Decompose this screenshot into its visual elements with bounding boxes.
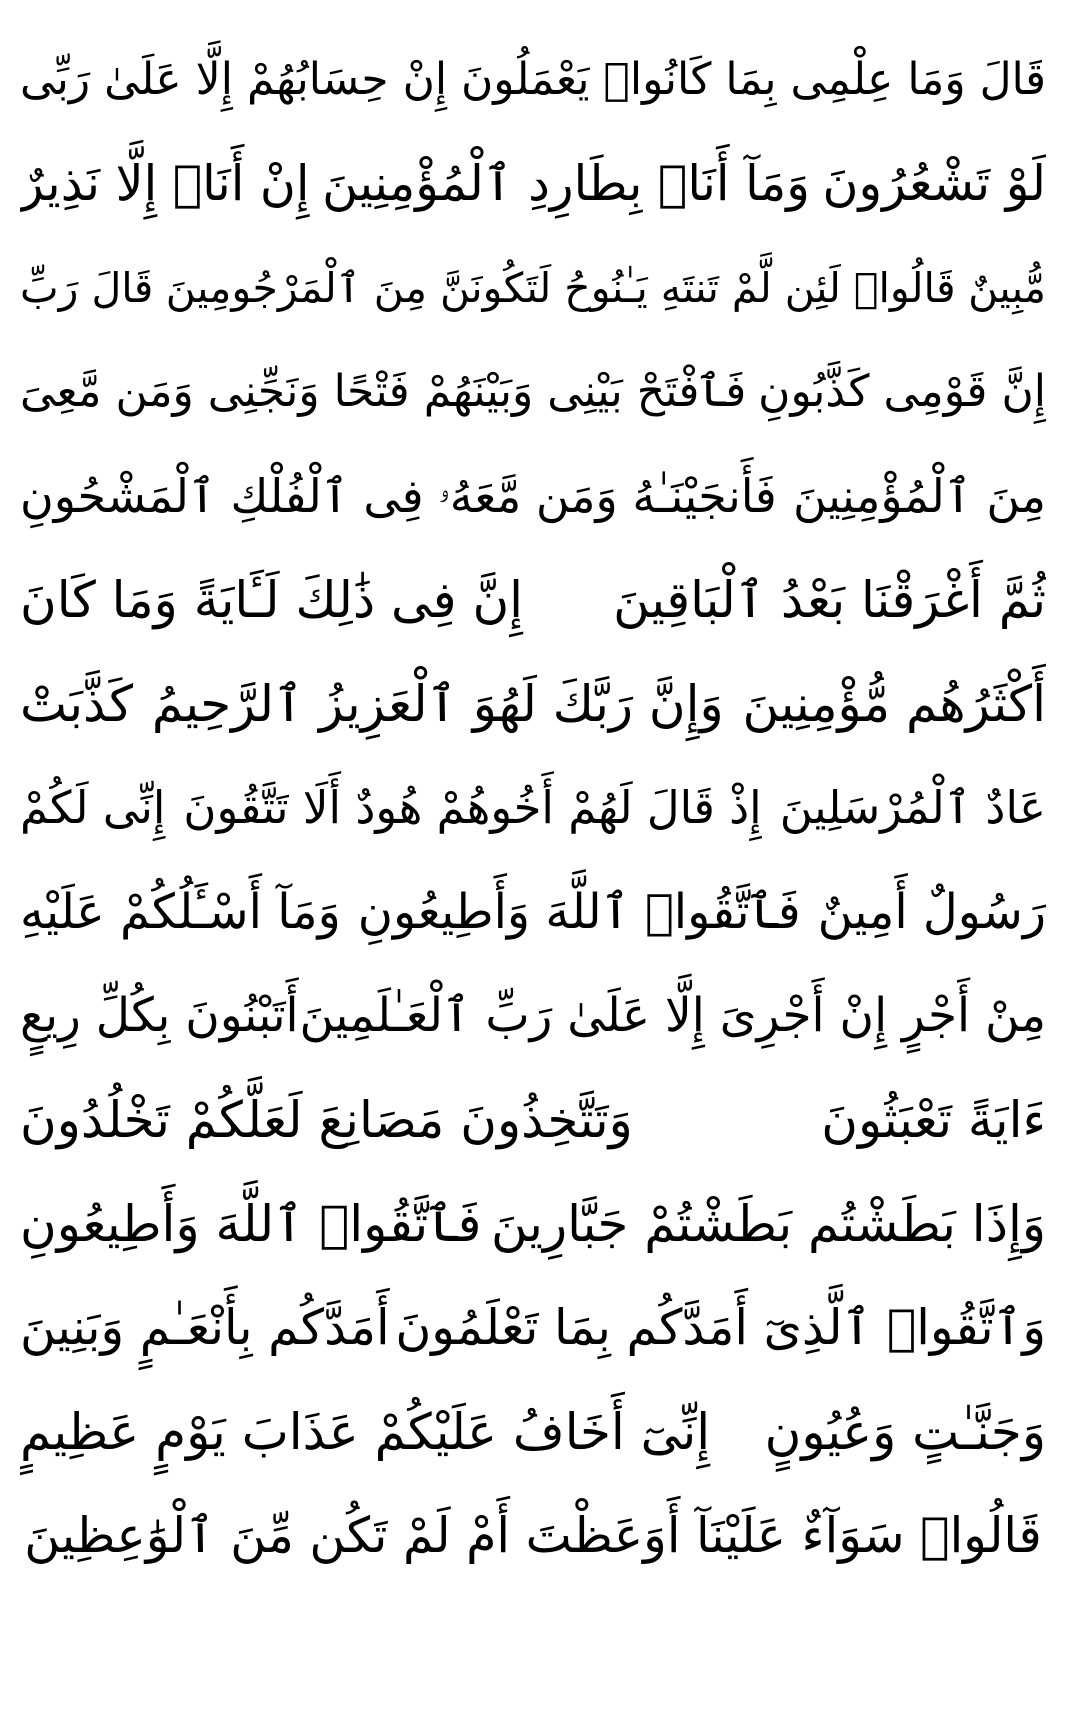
line-7-left-text: كَذَّبَتْ [20,675,134,733]
line-14-right-text: وَجَنَّـٰتٍ وَعُيُونٍ [764,1403,1046,1461]
line-6-left-text: إِنَّ فِى ذَٰلِكَ لَـَٔايَةً وَمَا كَانَ [20,571,524,629]
line-12-left-text: فَٱتَّقُوا۟ ٱللَّهَ وَأَطِيعُونِ [20,1195,482,1253]
line-8-right-text: عَادٌ ٱلْمُرْسَلِينَ [779,781,1046,834]
text-line-10 [20,964,1046,1068]
text-line-5 [20,444,1046,548]
line-4-right-text: إِنَّ قَوْمِى كَذَّبُونِ [758,366,1046,417]
text-line-13 [20,1276,1046,1380]
line-2-right-text: لَوْ تَشْعُرُونَ [822,155,1046,212]
text-line-3 [20,236,1046,340]
line-10-right-text: مِنْ أَجْرٍ إِنْ أَجْرِىَ إِلَّا عَلَىٰ رَبِّ ٱلْعَـٰلَمِينَ [299,988,1046,1043]
line-1-left-text: إِنْ حِسَابُهُمْ إِلَّا عَلَىٰ رَبِّى [20,54,448,105]
text-line-1 [20,28,1046,132]
line-5-right-text: مِنَ ٱلْمُؤْمِنِينَ [792,469,1046,523]
line-11-left-text: وَتَتَّخِذُونَ مَصَانِعَ لَعَلَّكُمْ تَخْلُدُونَ [20,1091,633,1149]
line-9-middle-text: فَٱتَّقُوا۟ ٱللَّهَ وَأَطِيعُونِ [357,884,801,940]
text-line-8 [20,756,1046,860]
text-line-11 [20,1068,1046,1172]
text-line-7 [20,652,1046,756]
quran-page [20,28,1046,1688]
line-13-right-text: وَٱتَّقُوا۟ ٱلَّذِىٓ أَمَدَّكُم بِمَا تَعْلَمُونَ [395,1299,1046,1356]
line-11-right-text: ءَايَةً تَعْبَثُونَ [821,1091,1046,1149]
line-12-right-text: وَإِذَا بَطَشْتُم بَطَشْتُمْ جَبَّارِينَ [490,1195,1046,1253]
line-14-left-text: إِنِّىٓ أَخَافُ عَلَيْكُمْ عَذَابَ يَوْمٍ عَظِيمٍ [20,1403,711,1461]
line-6-right-text: ثُمَّ أَغْرَقْنَا بَعْدُ ٱلْبَاقِينَ [613,571,1046,629]
line-10-left-text: أَتَبْنُونَ بِكُلِّ رِيعٍ [20,988,299,1043]
line-9-right-text: رَسُولٌ أَمِينٌ [817,884,1046,940]
line-7-middle-text: وَإِنَّ رَبَّكَ لَهُوَ ٱلْعَزِيزُ ٱلرَّحِيمُ [151,675,724,733]
line-15-text: قَالُوا۟ سَوَآءٌ عَلَيْنَآ أَوَعَظْتَ أَمْ لَمْ تَكُن مِّنَ ٱلْوَٰعِظِينَ [24,1507,1042,1564]
text-line-14 [20,1380,1046,1484]
line-7-right-text: أَكْثَرُهُم مُّؤْمِنِينَ [742,675,1046,733]
text-line-6 [20,548,1046,652]
line-5-left-text: فَأَنجَيْنَـٰهُ وَمَن مَّعَهُۥ فِى ٱلْفُلْكِ ٱلْمَشْحُونِ [20,469,777,523]
text-line-15 [20,1484,1046,1588]
text-line-9 [20,860,1046,964]
line-3-right-text: مُّبِينٌ [968,264,1046,312]
line-9-left-text: وَمَآ أَسْـَٔلُكُمْ عَلَيْهِ [20,884,341,940]
line-3-middle-text: قَالُوا۟ لَئِن لَّمْ تَنتَهِ يَـٰنُوحُ لَتَكُونَنَّ مِنَ ٱلْمَرْجُومِينَ [165,264,956,312]
line-3-left-text: قَالَ رَبِّ [20,264,154,312]
text-line-4 [20,340,1046,444]
line-2-middle-text: وَمَآ أَنَا۠ بِطَارِدِ ٱلْمُؤْمِنِينَ [322,155,810,212]
line-8-middle-text: إِذْ قَالَ لَهُمْ أَخُوهُمْ هُودٌ أَلَا تَتَّقُونَ [183,781,762,834]
text-line-12 [20,1172,1046,1276]
line-13-left-text: أَمَدَّكُم بِأَنْعَـٰمٍ وَبَنِينَ [20,1299,390,1356]
line-2-left-text: إِنْ أَنَا۠ إِلَّا نَذِيرٌ [20,155,310,212]
line-8-left-text: إِنِّى لَكُمْ [20,781,166,834]
text-line-2 [20,132,1046,236]
line-1-right-text: قَالَ وَمَا عِلْمِى بِمَا كَانُوا۟ يَعْمَلُونَ [460,54,1046,105]
line-4-left-text: فَٱفْتَحْ بَيْنِى وَبَيْنَهُمْ فَتْحًا وَنَجِّنِى وَمَن مَّعِىَ [20,366,747,417]
